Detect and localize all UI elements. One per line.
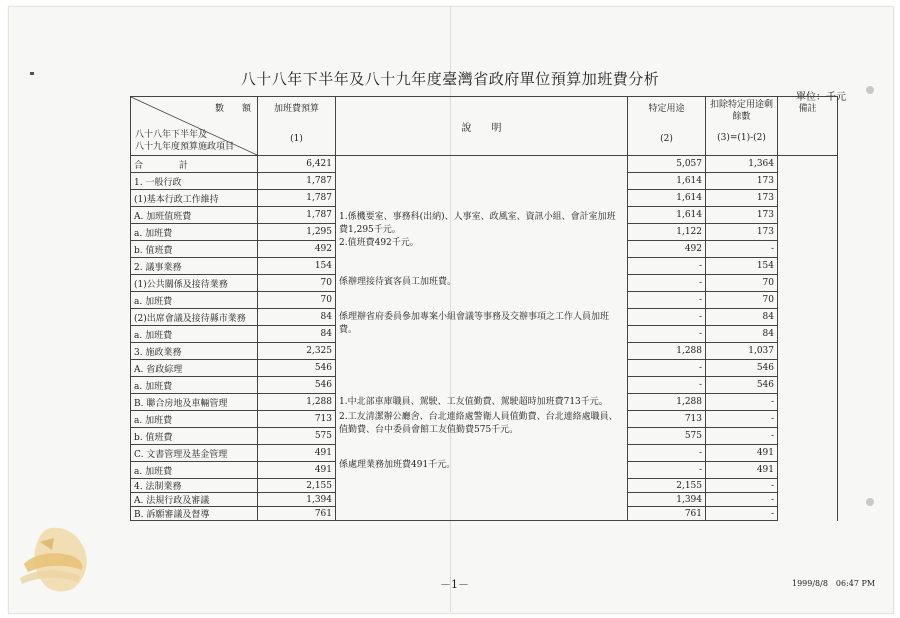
special-cell: 1,614 bbox=[628, 190, 706, 207]
remaining-sub: (3)=(1)-(2) bbox=[717, 133, 766, 143]
print-timestamp: 1999/8/8 06:47 PM bbox=[792, 579, 876, 588]
special-cell: 761 bbox=[628, 507, 706, 521]
remain-cell: 1,037 bbox=[706, 343, 778, 360]
special-cell: - bbox=[628, 377, 706, 394]
description-cell bbox=[336, 258, 628, 309]
description-label: 說 明 bbox=[461, 122, 502, 134]
budget-cell: 492 bbox=[258, 241, 336, 258]
description-cell bbox=[336, 343, 628, 394]
description-cell bbox=[336, 479, 628, 521]
budget-cell: 70 bbox=[258, 275, 336, 292]
remain-cell: - bbox=[706, 493, 778, 507]
budget-cell: 70 bbox=[258, 292, 336, 309]
budget-cell: 84 bbox=[258, 309, 336, 326]
special-use-label: 特定用途 bbox=[648, 104, 685, 114]
page-number: －1－ bbox=[440, 578, 469, 591]
remain-cell: 154 bbox=[706, 258, 778, 275]
budget-cell: 1,288 bbox=[258, 394, 336, 411]
item-cell: (1)基本行政工作維持 bbox=[131, 190, 258, 207]
remain-cell: 70 bbox=[706, 275, 778, 292]
budget-cell: 2,155 bbox=[258, 479, 336, 493]
item-cell: A. 法規行政及審議 bbox=[131, 493, 258, 507]
special-cell: - bbox=[628, 445, 706, 462]
corner-header-cell bbox=[131, 97, 258, 156]
overtime-budget-sub: (1) bbox=[290, 134, 303, 144]
budget-cell: 1,787 bbox=[258, 173, 336, 190]
description-text-4: 係理辦省府委員參加專案小組會議等事務及交辦事項之工作人員加班費。 bbox=[339, 311, 610, 335]
remain-cell: 173 bbox=[706, 224, 778, 241]
special-cell: 492 bbox=[628, 241, 706, 258]
special-cell: - bbox=[628, 360, 706, 377]
corner-bottom-label-1: 八十八年下半年及 bbox=[135, 130, 208, 140]
item-cell: A. 加班值班費 bbox=[131, 207, 258, 224]
table-row bbox=[131, 207, 838, 224]
item-cell: (2)出席會議及接待縣市業務 bbox=[131, 309, 258, 326]
remain-cell: 70 bbox=[706, 292, 778, 309]
remain-cell: 173 bbox=[706, 207, 778, 224]
description-cell bbox=[336, 394, 628, 445]
budget-cell: 2,325 bbox=[258, 343, 336, 360]
item-cell: C. 文書管理及基金管理 bbox=[131, 445, 258, 462]
budget-cell: 713 bbox=[258, 411, 336, 428]
description-cell bbox=[336, 156, 628, 207]
remain-cell: 491 bbox=[706, 462, 778, 479]
description-text-2: 2.值班費492千元。 bbox=[339, 237, 419, 248]
budget-cell: 1,787 bbox=[258, 190, 336, 207]
budget-cell: 84 bbox=[258, 326, 336, 343]
item-cell: (1)公共關係及接待業務 bbox=[131, 275, 258, 292]
special-use-header bbox=[628, 97, 706, 156]
corner-top-label: 數 額 bbox=[214, 104, 251, 114]
item-cell: 合 計 bbox=[131, 156, 258, 173]
description-text-6: 2.工友清潔辦公廳舍、台北連絡處警衛人員值勤費、台北連絡處職員、值勤費、台中委員會館工友值勤費575千元。 bbox=[339, 411, 618, 435]
special-cell: 713 bbox=[628, 411, 706, 428]
item-cell: B. 聯合房地及車輛管理 bbox=[131, 394, 258, 411]
corner-bottom-label-2: 八十九年度預算施政項目 bbox=[135, 142, 235, 152]
special-use-sub: (2) bbox=[660, 134, 673, 144]
description-cell bbox=[336, 207, 628, 258]
item-cell: a. 加班費 bbox=[131, 411, 258, 428]
special-cell: - bbox=[628, 326, 706, 343]
remain-cell: - bbox=[706, 479, 778, 493]
item-cell: a. 加班費 bbox=[131, 377, 258, 394]
remain-cell: 491 bbox=[706, 445, 778, 462]
table-row bbox=[131, 156, 838, 173]
budget-cell: 761 bbox=[258, 507, 336, 521]
description-text-7: 係處理業務加班費491千元。 bbox=[339, 459, 456, 470]
overtime-budget-label: 加班費預算 bbox=[273, 104, 319, 114]
unit-label: 單位：千元 bbox=[796, 92, 846, 103]
table-row bbox=[131, 479, 838, 493]
item-cell: 2. 議事業務 bbox=[131, 258, 258, 275]
budget-cell: 1,394 bbox=[258, 493, 336, 507]
note-label: 備註 bbox=[798, 104, 817, 114]
remain-cell: 546 bbox=[706, 360, 778, 377]
item-cell: a. 加班費 bbox=[131, 292, 258, 309]
special-cell: 1,122 bbox=[628, 224, 706, 241]
remain-cell: 173 bbox=[706, 190, 778, 207]
table-row bbox=[131, 309, 838, 326]
description-text-5: 1.中北部車庫職員、駕駛、工友值勤費、駕駛超時加班費713千元。 bbox=[339, 396, 608, 407]
special-cell: 575 bbox=[628, 428, 706, 445]
item-cell: a. 加班費 bbox=[131, 462, 258, 479]
budget-cell: 546 bbox=[258, 360, 336, 377]
remain-cell: - bbox=[706, 428, 778, 445]
description-cell bbox=[336, 445, 628, 479]
table-row bbox=[131, 445, 838, 462]
special-cell: 1,614 bbox=[628, 173, 706, 190]
special-cell: - bbox=[628, 462, 706, 479]
item-cell: a. 加班費 bbox=[131, 326, 258, 343]
special-cell: - bbox=[628, 309, 706, 326]
table-header-row bbox=[131, 97, 838, 156]
budget-cell: 491 bbox=[258, 462, 336, 479]
description-text-1: 1.係機要室、事務科(出納)、人事室、政風室、資訊小組、會計室加班費1,295千元。 bbox=[339, 211, 616, 235]
special-cell: - bbox=[628, 275, 706, 292]
note-header bbox=[778, 97, 838, 156]
budget-cell: 1,787 bbox=[258, 207, 336, 224]
description-text-3: 係辦理接待賓客員工加班費。 bbox=[339, 276, 457, 287]
item-cell: b. 值班費 bbox=[131, 241, 258, 258]
budget-cell: 575 bbox=[258, 428, 336, 445]
table-row bbox=[131, 343, 838, 360]
budget-cell: 6,421 bbox=[258, 156, 336, 173]
remain-cell: 1,364 bbox=[706, 156, 778, 173]
special-cell: - bbox=[628, 258, 706, 275]
item-cell: B. 訴願審議及督導 bbox=[131, 507, 258, 521]
remain-cell: - bbox=[706, 507, 778, 521]
special-cell: 1,614 bbox=[628, 207, 706, 224]
item-cell: 3. 施政業務 bbox=[131, 343, 258, 360]
remain-cell: - bbox=[706, 241, 778, 258]
overtime-budget-header bbox=[258, 97, 336, 156]
document-title: 八十八年下半年及八十九年度臺灣省政府單位預算加班費分析 bbox=[240, 70, 660, 88]
budget-cell: 491 bbox=[258, 445, 336, 462]
budget-cell: 1,295 bbox=[258, 224, 336, 241]
remain-cell: 84 bbox=[706, 326, 778, 343]
item-cell: A. 省政綜理 bbox=[131, 360, 258, 377]
note-cell bbox=[778, 156, 838, 521]
budget-table bbox=[130, 96, 838, 521]
item-cell: b. 值班費 bbox=[131, 428, 258, 445]
remain-cell: - bbox=[706, 394, 778, 411]
description-header bbox=[336, 97, 628, 156]
remain-cell: 173 bbox=[706, 173, 778, 190]
item-cell: a. 加班費 bbox=[131, 224, 258, 241]
remaining-header bbox=[706, 97, 778, 156]
special-cell: 5,057 bbox=[628, 156, 706, 173]
remain-cell: 546 bbox=[706, 377, 778, 394]
special-cell: 1,394 bbox=[628, 493, 706, 507]
special-cell: 1,288 bbox=[628, 394, 706, 411]
special-cell: - bbox=[628, 292, 706, 309]
budget-cell: 546 bbox=[258, 377, 336, 394]
remaining-label: 扣除特定用途剩餘數 bbox=[709, 100, 773, 122]
item-cell: 1. 一般行政 bbox=[131, 173, 258, 190]
table-row bbox=[131, 394, 838, 411]
special-cell: 1,288 bbox=[628, 343, 706, 360]
item-cell: 4. 法制業務 bbox=[131, 479, 258, 493]
description-cell bbox=[336, 309, 628, 343]
remain-cell: - bbox=[706, 411, 778, 428]
budget-cell: 154 bbox=[258, 258, 336, 275]
watermark-logo-icon bbox=[10, 520, 110, 600]
remain-cell: 84 bbox=[706, 309, 778, 326]
special-cell: 2,155 bbox=[628, 479, 706, 493]
table-row bbox=[131, 258, 838, 275]
punch-hole-bottom bbox=[866, 498, 874, 506]
